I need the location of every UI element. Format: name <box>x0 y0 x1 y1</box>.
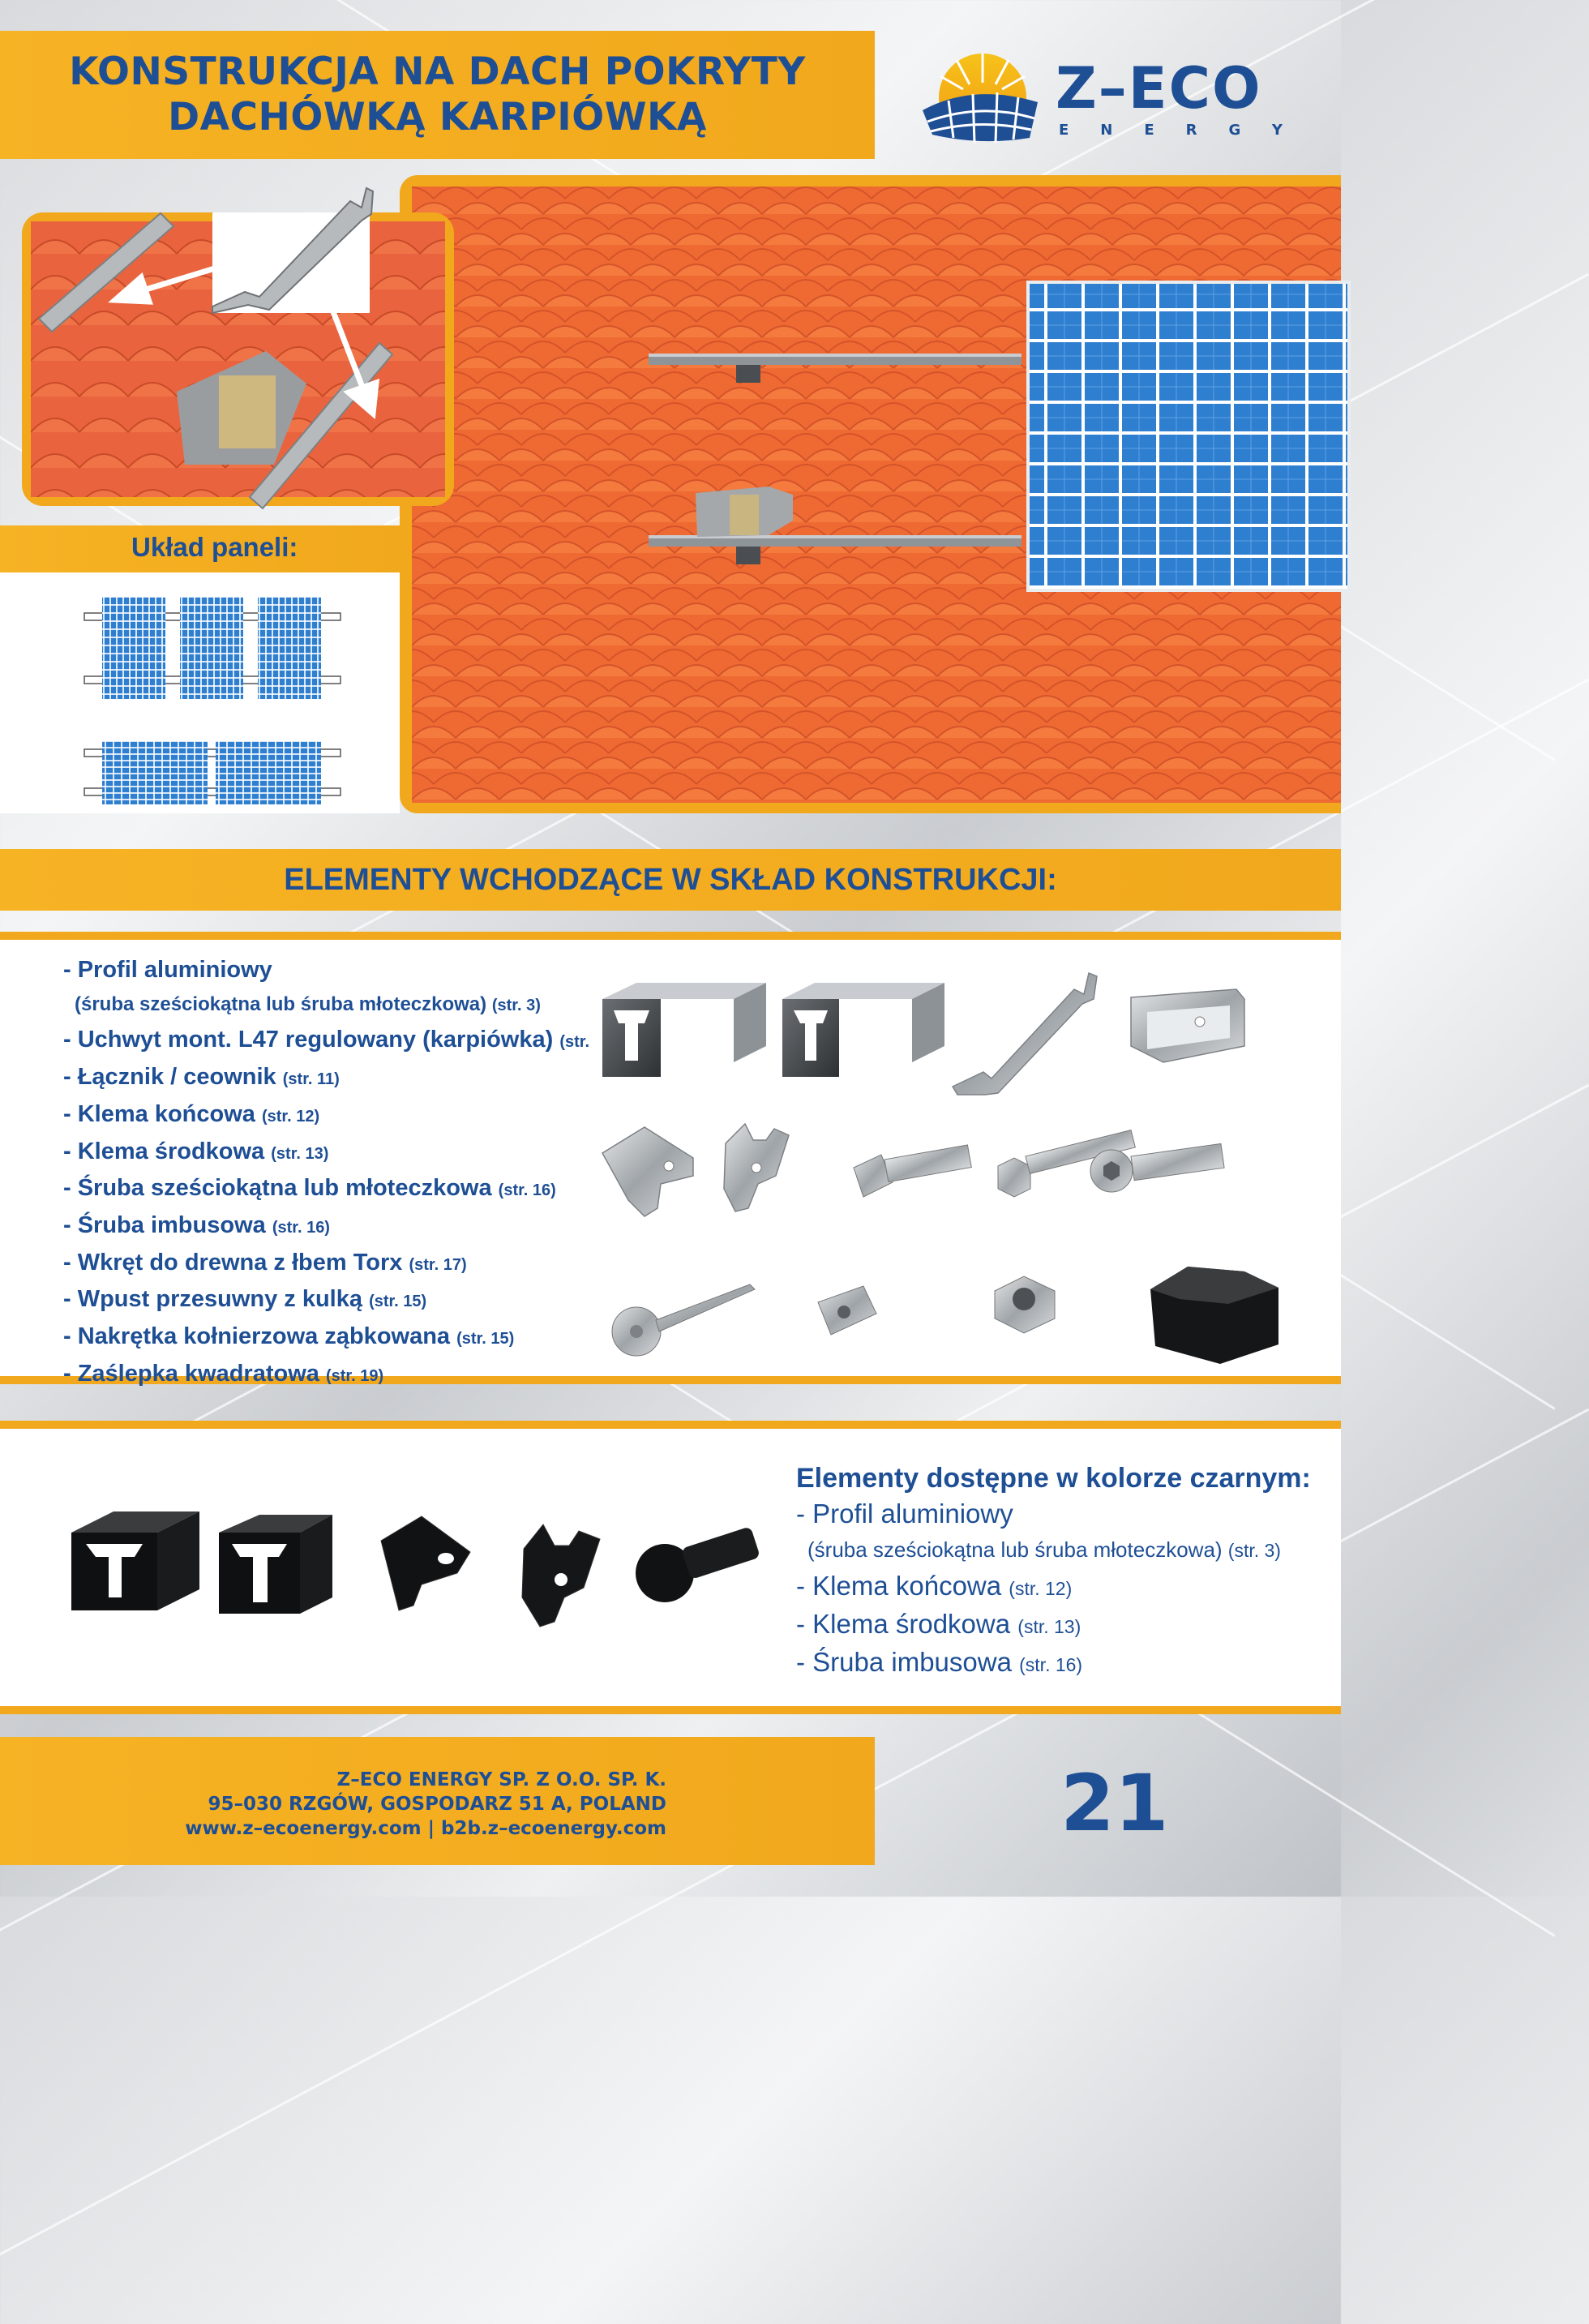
list-item: (śruba sześciokątna lub śruba młoteczkowa) (str. 3) <box>807 1537 1281 1562</box>
black-elements-list <box>796 1460 1331 1683</box>
aluminium-profile-image <box>602 983 766 1077</box>
list-item: - Profil aluminiowy <box>796 1499 1013 1529</box>
roof-hook-image <box>953 973 1097 1095</box>
list-item: - Klema końcowa (str. 12) <box>63 1100 320 1127</box>
panel-layout-title: Układ paneli: <box>131 532 298 562</box>
elements-section-header <box>0 849 1341 911</box>
list-item: - Zaślepka kwadratowa (str. 19) <box>63 1360 384 1387</box>
black-middle-clamp-image <box>522 1524 600 1627</box>
list-item: (śruba sześciokątna lub śruba młoteczkowa) (str. 3) <box>75 993 541 1015</box>
list-item: - Klema środkowa (str. 13) <box>796 1609 1081 1639</box>
elements-section-title: ELEMENTY WCHODZĄCE W SKŁAD KONSTRUKCJI: <box>284 862 1057 897</box>
middle-clamp-image <box>724 1124 789 1211</box>
black-elements-title: Elementy dostępne w kolorze czarnym: <box>796 1463 1311 1494</box>
footer-address: 95–030 RZGÓW, GOSPODARZ 51 A, POLAND <box>208 1794 666 1815</box>
product-images <box>596 965 1293 1379</box>
list-item: - Klema środkowa (str. 13) <box>63 1138 329 1164</box>
page-title-line-2: DACHÓWKĄ KARPIÓWKĄ <box>168 95 707 139</box>
black-product-images <box>65 1484 770 1630</box>
channel-connector-image <box>1131 989 1244 1062</box>
elements-list <box>63 953 590 1393</box>
footer-website[interactable]: www.z–ecoenergy.com | b2b.z–ecoenergy.com <box>185 1818 666 1839</box>
list-item: - Śruba imbusowa (str. 16) <box>796 1647 1083 1677</box>
list-item: - Wkręt do drewna z łbem Torx (str. 17) <box>63 1249 467 1276</box>
logo-name: Z–ECO <box>1056 55 1262 122</box>
sun-solar-panel-icon <box>916 50 1046 148</box>
flange-nut-image <box>995 1276 1055 1333</box>
list-item: - Profil aluminiowy <box>63 957 272 983</box>
company-logo <box>916 50 1314 148</box>
black-profile-image <box>219 1515 332 1614</box>
list-item: - Klema końcowa (str. 12) <box>796 1571 1073 1601</box>
list-item: - Śruba imbusowa (str. 16) <box>63 1211 330 1238</box>
hammer-bolt-image <box>854 1145 971 1197</box>
list-item: - Śruba sześciokątna lub młoteczkowa (str. 16) <box>63 1175 556 1202</box>
page-title <box>0 31 875 159</box>
roof-illustration <box>412 187 1341 803</box>
logo-subtitle: ENERGY <box>1059 122 1314 139</box>
square-end-cap-image <box>1150 1267 1278 1364</box>
list-item: - Nakrętka kołnierzowa ząbkowana (str. 15) <box>63 1323 515 1350</box>
list-item: - Wpust przesuwny z kulką (str. 15) <box>63 1286 427 1313</box>
sliding-insert-image <box>818 1286 876 1335</box>
allen-bolt-image <box>1090 1143 1224 1192</box>
torx-wood-screw-image <box>612 1284 755 1356</box>
black-allen-bolt-image <box>636 1526 760 1602</box>
list-item: - Łącznik / ceownik (str. 11) <box>63 1064 340 1091</box>
callout-arrows <box>105 243 381 430</box>
list-item: - Uchwyt mont. L47 regulowany (karpiówka) (str. <box>63 1027 590 1053</box>
end-clamp-image <box>602 1127 693 1216</box>
page-title-line-1: KONSTRUKCJA NA DACH POKRYTY <box>69 49 806 94</box>
black-end-clamp-image <box>381 1516 470 1610</box>
footer-contact <box>185 1768 666 1841</box>
black-profile-image <box>71 1511 199 1610</box>
aluminium-profile-image <box>782 983 944 1077</box>
footer-company: Z–ECO ENERGY SP. Z O.O. SP. K. <box>336 1769 666 1790</box>
page-number: 21 <box>1060 1758 1169 1849</box>
panel-layout-diagram <box>0 572 400 813</box>
